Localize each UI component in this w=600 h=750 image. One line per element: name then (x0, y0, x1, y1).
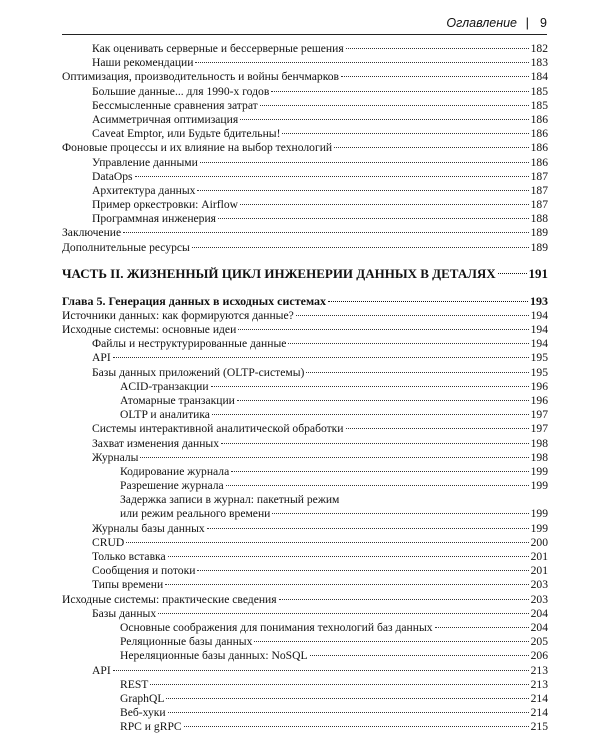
toc-entry-page: 189 (530, 226, 548, 240)
dot-leader (158, 613, 528, 614)
toc-entry-page: 189 (530, 240, 548, 254)
toc-entry[interactable] (62, 56, 548, 70)
toc-entry-title: Бессмысленные сравнения затрат (92, 98, 258, 112)
toc-entry-page: 214 (530, 691, 548, 705)
toc-entry-title: RPC и gRPC (120, 720, 182, 734)
toc-entry-page: 201 (530, 564, 548, 578)
toc-entry-title: Как оценивать серверные и бессерверные решения (92, 42, 344, 55)
dot-leader (200, 162, 529, 163)
running-header-separator: | (525, 15, 529, 30)
dot-leader (240, 204, 529, 205)
dot-leader (498, 273, 527, 274)
toc-entry-page: 185 (530, 84, 548, 98)
toc-entry[interactable] (62, 309, 548, 323)
toc-entry-line2: или режим реального времени (120, 507, 271, 521)
toc-entry[interactable] (62, 550, 548, 564)
dot-leader (240, 119, 528, 120)
toc-entry-page: 213 (530, 677, 548, 691)
toc-entry-title: Кодирование журнала (120, 464, 230, 478)
toc-entry[interactable] (62, 156, 548, 170)
toc-entry-page: 198 (530, 436, 548, 450)
toc-entry-page: 187 (530, 198, 548, 212)
toc-entry-page: 197 (530, 422, 548, 436)
dot-leader (212, 414, 529, 415)
toc-entry-page: 203 (530, 578, 548, 592)
toc-entry-title: Исходные системы: основные идеи (62, 323, 237, 336)
part-title: ЧАСТЬ II. ЖИЗНЕННЫЙ ЦИКЛ ИНЖЕНЕРИИ ДАННЫХ В ДЕТАЛЯХ (62, 265, 496, 281)
dot-leader (341, 76, 529, 77)
toc-entry-page: 194 (530, 337, 548, 351)
toc-entry[interactable] (62, 649, 548, 663)
dot-leader (168, 556, 529, 557)
toc-entry-title: Заключение (62, 226, 122, 240)
toc-entry-page: 203 (530, 592, 548, 606)
dot-leader (279, 599, 529, 600)
dot-leader (238, 329, 528, 330)
toc-entry-title: Типы времени (92, 578, 164, 592)
toc-entry[interactable] (62, 351, 548, 365)
dot-leader (207, 528, 529, 529)
toc-entry-page: 213 (530, 663, 548, 677)
toc-entry[interactable] (62, 394, 548, 408)
toc-entry-title: Атомарные транзакции (120, 393, 235, 407)
toc-entry-title: Журналы (92, 450, 139, 464)
toc-entry-page: 205 (530, 635, 548, 649)
dot-leader (135, 176, 529, 177)
toc-entry-page: 183 (530, 56, 548, 70)
toc-entry-title: Базы данных (92, 606, 157, 620)
dot-leader (113, 357, 529, 358)
toc-entry[interactable] (62, 451, 548, 465)
toc-entry[interactable] (62, 226, 548, 240)
toc-entry-page: 204 (530, 606, 548, 620)
toc-entry-page: 195 (530, 365, 548, 379)
toc-entry-title: REST (120, 677, 149, 691)
toc-entry-page: 187 (530, 183, 548, 197)
toc-entry-title: Системы интерактивной аналитической обработки (92, 422, 344, 436)
toc-entry[interactable] (62, 706, 548, 720)
toc-entry-page: 199 (530, 507, 548, 521)
toc-entry[interactable] (62, 465, 548, 479)
dot-leader (126, 542, 528, 543)
dot-leader (271, 91, 528, 92)
toc-entry-page: 187 (530, 169, 548, 183)
toc-entry[interactable] (62, 607, 548, 621)
toc-entry-title: API (92, 351, 111, 365)
toc-entry[interactable] (62, 692, 548, 706)
toc-entry-page: 186 (530, 141, 548, 155)
toc-entry-page: 185 (530, 98, 548, 112)
dot-leader (237, 400, 529, 401)
toc-entry[interactable] (62, 323, 548, 337)
toc-entry-page: 199 (530, 479, 548, 493)
toc-entry[interactable] (62, 99, 548, 113)
toc-entry-title: Веб-хуки (120, 706, 166, 720)
toc-entry[interactable] (62, 380, 548, 394)
toc-entry-title: Управление данными (92, 155, 198, 169)
toc-entry[interactable] (62, 578, 548, 592)
toc-entry-title: Файлы и неструктурированные данные (92, 337, 287, 351)
dot-leader (272, 513, 528, 514)
toc-entry[interactable] (62, 212, 548, 226)
toc-entry-title: Дополнительные ресурсы (62, 240, 190, 254)
dot-leader (150, 684, 528, 685)
toc-entry-page: 186 (530, 127, 548, 141)
toc-entry-page: 215 (530, 720, 548, 734)
toc-entry[interactable] (62, 127, 548, 141)
toc-entry-page: 214 (530, 706, 548, 720)
toc-entry-page: 197 (530, 408, 548, 422)
dot-leader (123, 232, 528, 233)
dot-leader (197, 570, 528, 571)
toc-entry-title: Сообщения и потоки (92, 564, 196, 578)
dot-leader (260, 105, 529, 106)
dot-leader (254, 641, 528, 642)
toc-entry[interactable] (62, 635, 548, 649)
dot-leader (184, 726, 529, 727)
running-header (62, 14, 547, 35)
toc-entry-page: 201 (530, 550, 548, 564)
toc-entry[interactable] (62, 593, 548, 607)
chapter-page: 193 (530, 293, 548, 308)
toc-entry-title: Caveat Emptor, или Будьте бдительны! (92, 127, 281, 141)
toc-entry-page: 199 (530, 464, 548, 478)
dot-leader (166, 698, 528, 699)
part-heading[interactable] (62, 265, 548, 283)
running-header-title: Оглавление (446, 16, 517, 30)
toc-entry[interactable] (62, 621, 548, 635)
toc-entry-title: Асимметричная оптимизация (92, 112, 239, 126)
toc-entry-multiline[interactable] (62, 493, 548, 521)
toc-entry-page: 182 (530, 42, 548, 55)
toc-entry[interactable] (62, 113, 548, 127)
dot-leader (346, 48, 529, 49)
toc-entry-title: Реляционные базы данных (120, 635, 253, 649)
toc-entry-title: Архитектура данных (92, 183, 196, 197)
toc-entry-title: API (92, 663, 111, 677)
toc-entry-title: Захват изменения данных (92, 436, 220, 450)
toc-entry[interactable] (62, 85, 548, 99)
toc-entry-title: Пример оркестровки: Airflow (92, 198, 239, 212)
toc-entry[interactable] (62, 479, 548, 493)
dot-leader (221, 443, 529, 444)
toc-entry[interactable] (62, 408, 548, 422)
page-number: 9 (540, 16, 547, 30)
toc-entry[interactable] (62, 536, 548, 550)
toc-entry-page: 194 (530, 323, 548, 336)
toc-section-b (62, 522, 548, 735)
toc-entry-title: Основные соображения для понимания технологий баз данных (120, 620, 433, 634)
dot-leader (282, 133, 528, 134)
toc-entry-title: Разрешение журнала (120, 479, 224, 493)
toc-entry[interactable] (62, 437, 548, 451)
dot-leader (310, 655, 529, 656)
toc-entry-page: 184 (530, 70, 548, 84)
chapter-title: Глава 5. Генерация данных в исходных системах (62, 293, 327, 308)
dot-leader (140, 457, 528, 458)
toc-entry-title: GraphQL (120, 691, 165, 705)
toc-entry-title: Нереляционные базы данных: NoSQL (120, 649, 308, 663)
toc-entry[interactable] (62, 664, 548, 678)
toc-entry-title: Программная инженерия (92, 212, 217, 226)
toc-entry[interactable] (62, 366, 548, 380)
toc-entry-page: 198 (530, 450, 548, 464)
toc-entry-title: Журналы базы данных (92, 521, 205, 535)
toc-entry-title: CRUD (92, 535, 125, 549)
toc-entry[interactable] (62, 564, 548, 578)
toc-entry-title: Исходные системы: практические сведения (62, 592, 277, 606)
toc-entry-page: 200 (530, 535, 548, 549)
toc-entry-page: 186 (530, 112, 548, 126)
toc-entry-line1: Задержка записи в журнал: пакетный режим (120, 493, 340, 507)
toc-entry[interactable] (62, 422, 548, 436)
toc-entry[interactable] (62, 720, 548, 734)
dot-leader (346, 428, 529, 429)
toc-entry-page: 199 (530, 521, 548, 535)
toc-entry-title: ACID-транзакции (120, 379, 209, 393)
dot-leader (218, 218, 529, 219)
chapter-heading[interactable] (62, 293, 548, 309)
toc-entry[interactable] (62, 141, 548, 155)
toc-entry-page: 195 (530, 351, 548, 365)
dot-leader (288, 343, 528, 344)
dot-leader (231, 471, 528, 472)
dot-leader (168, 712, 529, 713)
toc-entry-title: Источники данных: как формируются данные? (62, 308, 294, 322)
toc-section-top (62, 42, 548, 255)
toc-entry-title: Большие данные... для 1990-х годов (92, 84, 270, 98)
dot-leader (226, 485, 529, 486)
dot-leader (192, 247, 529, 248)
dot-leader (306, 372, 528, 373)
toc-entry-title: Наши рекомендации (92, 56, 194, 70)
dot-leader (328, 301, 528, 302)
toc-entry[interactable] (62, 42, 548, 56)
toc-entry[interactable] (62, 337, 548, 351)
toc-entry-page: 196 (530, 379, 548, 393)
toc-entry[interactable] (62, 678, 548, 692)
toc-entry-title: Только вставка (92, 550, 166, 564)
dot-leader (197, 190, 528, 191)
toc-section-a (62, 309, 548, 493)
dot-leader (113, 670, 529, 671)
dot-leader (435, 627, 529, 628)
toc-entry-title: OLTP и аналитика (120, 408, 210, 422)
toc-entry-page: 206 (530, 649, 548, 663)
dot-leader (211, 386, 529, 387)
toc-entry[interactable] (62, 522, 548, 536)
dot-leader (165, 584, 528, 585)
toc-entry-page: 204 (530, 620, 548, 634)
toc-entry-page: 188 (530, 212, 548, 226)
toc-entry-title: Фоновые процессы и их влияние на выбор технологий (62, 141, 333, 155)
toc-entry-title: Базы данных приложений (OLTP-системы) (92, 365, 305, 379)
toc-entry-page: 186 (530, 155, 548, 169)
toc-entry[interactable] (62, 198, 548, 212)
toc-entry-title: Оптимизация, производительность и войны бенчмарков (62, 70, 340, 84)
toc-entry-page: 194 (530, 308, 548, 322)
toc-entry-page: 196 (530, 393, 548, 407)
toc-entry[interactable] (62, 184, 548, 198)
toc-entry[interactable] (62, 70, 548, 84)
part-page: 191 (528, 265, 548, 281)
table-of-contents (62, 42, 548, 734)
toc-entry-title: DataOps (92, 169, 133, 183)
dot-leader (334, 147, 528, 148)
dot-leader (296, 315, 529, 316)
dot-leader (195, 62, 528, 63)
toc-entry[interactable] (62, 241, 548, 255)
toc-entry[interactable] (62, 170, 548, 184)
